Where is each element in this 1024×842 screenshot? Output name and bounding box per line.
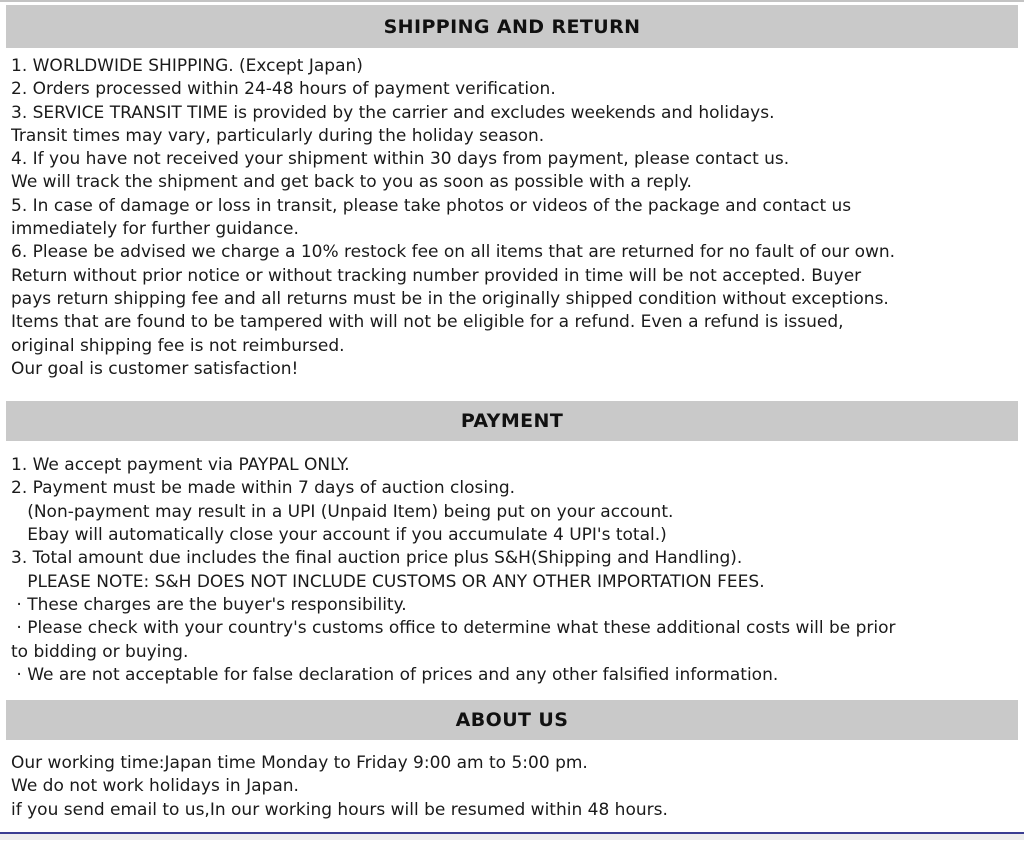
text-line: 2. Payment must be made within 7 days of auction closing. <box>11 478 516 499</box>
text-line: Ebay will automatically close your account if you accumulate 4 UPI's total.) <box>11 525 667 546</box>
text-line: pays return shipping fee and all returns must be in the originally shipped condition without exceptions. <box>11 288 889 309</box>
text-line: Our working time:Japan time Monday to Friday 9:00 am to 5:00 pm. <box>11 753 588 774</box>
section-title: ABOUT US <box>455 709 569 732</box>
text-line: We will track the shipment and get back to you as soon as possible with a reply. <box>11 172 692 193</box>
text-line: immediately for further guidance. <box>11 219 299 240</box>
section-body-shipping-and-return <box>0 48 1024 401</box>
text-line: 5. In case of damage or loss in transit, please take photos or videos of the package and contact us <box>11 195 852 216</box>
text-line: Our goal is customer satisfaction! <box>11 358 299 379</box>
text-line: 2. Orders processed within 24-48 hours of payment verification. <box>11 79 556 100</box>
text-line: 4. If you have not received your shipment within 30 days from payment, please contact us. <box>11 149 790 170</box>
section-header-about-us <box>6 700 1018 740</box>
section-title: SHIPPING AND RETURN <box>383 15 641 38</box>
text-line: (Non-payment may result in a UPI (Unpaid Item) being put on your account. <box>11 501 674 522</box>
text-line: original shipping fee is not reimbursed. <box>11 335 345 356</box>
section-header-payment <box>6 401 1018 441</box>
top-divider <box>0 0 1024 2</box>
text-line: We do not work holidays in Japan. <box>11 776 299 797</box>
text-line: 6. Please be advised we charge a 10% restock fee on all items that are returned for no fault of our own. <box>11 242 896 263</box>
text-line: · Please check with your country's customs office to determine what these additional costs will be prior <box>11 618 896 639</box>
text-line: Items that are found to be tampered with will not be eligible for a refund. Even a refund is issued, <box>11 312 844 333</box>
text-line: if you send email to us,In our working hours will be resumed within 48 hours. <box>11 799 668 820</box>
text-line: 3. Total amount due includes the final auction price plus S&H(Shipping and Handling). <box>11 548 743 569</box>
section-title: PAYMENT <box>460 410 564 433</box>
text-line: Transit times may vary, particularly during the holiday season. <box>11 125 545 146</box>
section-header-shipping-and-return <box>6 5 1018 48</box>
text-line: · We are not acceptable for false declaration of prices and any other falsified information. <box>11 664 779 685</box>
text-line: · These charges are the buyer's responsibility. <box>11 594 407 615</box>
text-line: 1. We accept payment via PAYPAL ONLY. <box>11 455 350 476</box>
text-line: 3. SERVICE TRANSIT TIME is provided by the carrier and excludes weekends and holidays. <box>11 102 775 123</box>
text-line: 1. WORLDWIDE SHIPPING. (Except Japan) <box>11 56 363 76</box>
text-line: Return without prior notice or without tracking number provided in time will be not accepted. Buyer <box>11 265 862 286</box>
text-line: PLEASE NOTE: S&H DOES NOT INCLUDE CUSTOMS OR ANY OTHER IMPORTATION FEES. <box>11 571 765 592</box>
section-body-payment <box>0 441 1024 700</box>
bottom-margin-strip <box>0 834 1024 840</box>
text-line: to bidding or buying. <box>11 641 189 662</box>
section-body-about-us <box>0 740 1024 832</box>
